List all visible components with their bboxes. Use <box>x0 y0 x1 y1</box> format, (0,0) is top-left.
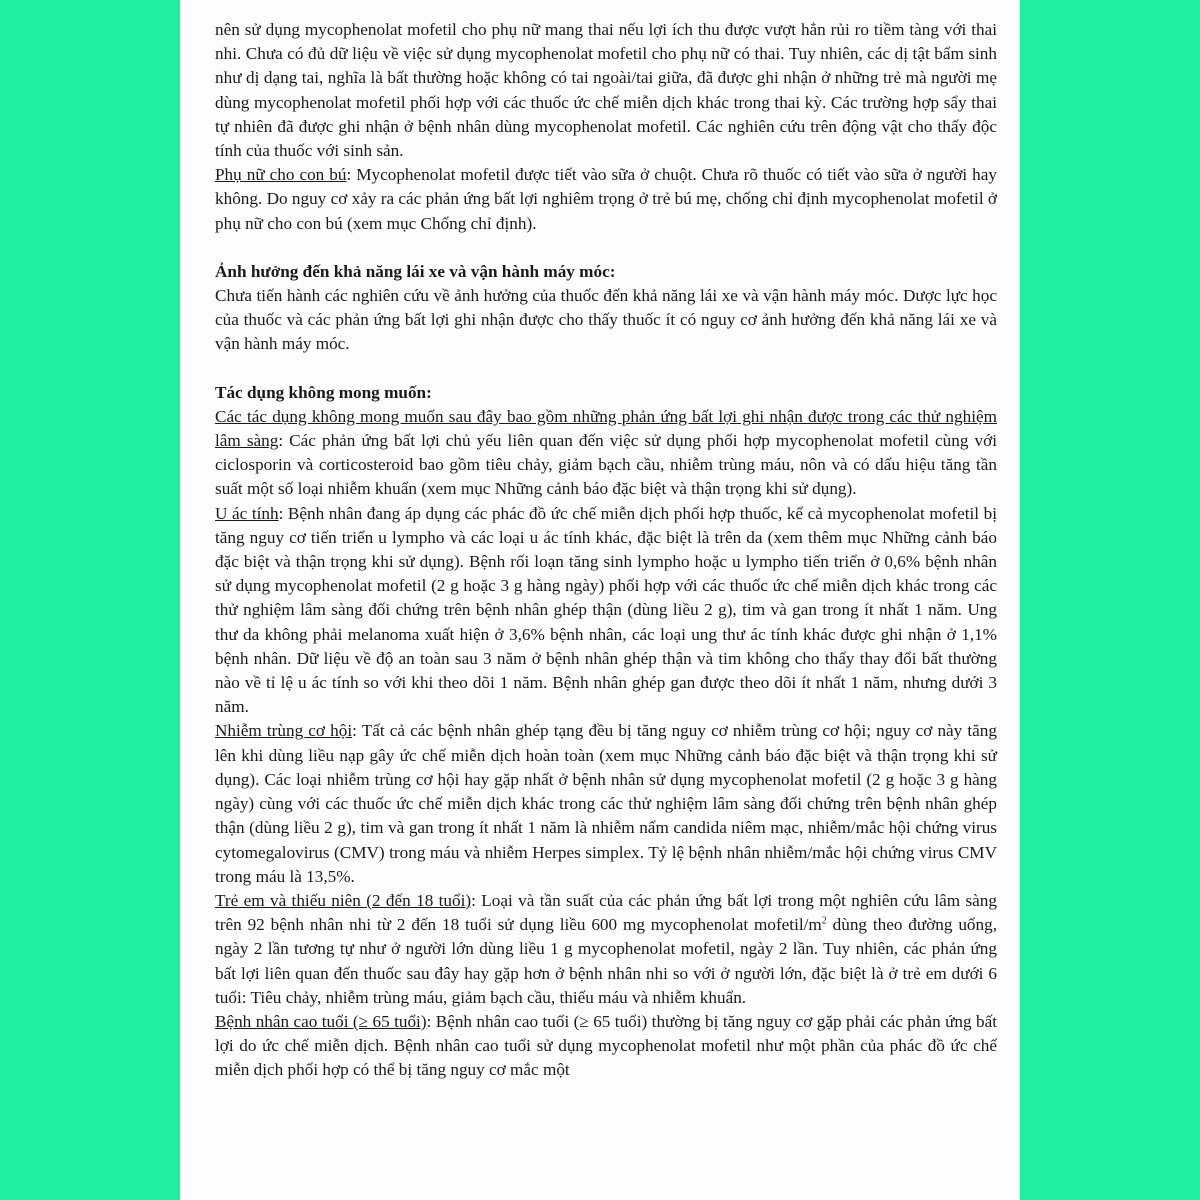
pregnancy-paragraph: nên sử dụng mycophenolat mofetil cho phụ nữ mang thai nếu lợi ích thu được vượt hẳn rủi ro tiềm tàng với thai nhi. Chưa có đủ dữ liệu về việc sử dụng mycophenolat mofetil cho phụ nữ có thai. Tuy nhiên, các dị tật bẩm sinh như dị dạng tai, nghĩa là bất thường hoặc không có tai ngoài/tai giữa, đã được ghi nhận ở những trẻ mà người mẹ dùng mycophenolat mofetil phối hợp với các thuốc ức chế miễn dịch khác trong thai kỳ. Các trường hợp sẩy thai tự nhiên đã được ghi nhận ở bệnh nhân dùng mycophenolat mofetil. Các nghiên cứu trên động vật cho thấy độc tính của thuốc với sinh sản. <box>215 20 997 161</box>
adverse-text: : Các phản ứng bất lợi chủ yếu liên quan đến việc sử dụng phối hợp mycophenolat mofetil cùng với ciclosporin và corticosteroid bao gồm tiêu chảy, giảm bạch cầu, nhiễm trùng máu, nôn và có dấu hiệu tăng tần suất một số loại nhiễm khuẩn (xem mục Những cảnh báo đặc biệt và thận trọng khi sử dụng). <box>215 431 997 499</box>
elderly-paragraph <box>215 1010 997 1083</box>
malignancy-label: U ác tính <box>215 503 279 523</box>
elderly-label: Bệnh nhân cao tuổi (≥ 65 tuổi) <box>215 1011 427 1031</box>
driving-heading: Ảnh hưởng đến khả năng lái xe và vận hành máy móc: <box>215 261 616 281</box>
children-text-a: : Loại và tần suất của các phản ứng bất lợi trong một nghiên cứu lâm sàng trên 92 bệnh nhân nhi từ 2 đến 18 tuổi sử dụng liều 600 mg mycophenolat mofetil/m <box>215 890 997 935</box>
adverse-paragraph <box>215 405 997 502</box>
document-page <box>180 0 1020 1200</box>
infection-label: Nhiễm trùng cơ hội <box>215 721 353 741</box>
infection-paragraph <box>215 719 997 888</box>
children-paragraph <box>215 889 997 1010</box>
breastfeeding-label: Phụ nữ cho con bú <box>215 165 347 185</box>
infection-text: : Tất cả các bệnh nhân ghép tạng đều bị tăng nguy cơ nhiễm trùng cơ hội; nguy cơ này tăng lên khi dùng liều nạp gây ức chế miễn dịch hoàn toàn (xem mục Những cảnh báo đặc biệt và thận trọng khi sử dụng). Các loại nhiễm trùng cơ hội hay gặp nhất ở bệnh nhân sử dụng mycophenolat mofetil (2 g hoặc 3 g hàng ngày) cùng với các thuốc ức chế miễn dịch khác trong các thử nghiệm lâm sàng đối chứng trên bệnh nhân ghép thận (dùng liều 2 g), tim và gan trong ít nhất 1 năm là nhiễm nấm candida niêm mạc, nhiễm/mắc hội chứng virus cytomegalovirus (CMV) trong máu và nhiễm Herpes simplex. Tỷ lệ bệnh nhân nhiễm/mắc hội chứng virus CMV trong máu là 13,5%. <box>215 721 997 886</box>
breastfeeding-paragraph <box>215 163 997 236</box>
document-body <box>215 18 997 1083</box>
breastfeeding-text: : Mycophenolat mofetil được tiết vào sữa ở chuột. Chưa rõ thuốc có tiết vào sữa ở người hay không. Do nguy cơ xảy ra các phản ứng bất lợi nghiêm trọng ở trẻ bú mẹ, chống chỉ định mycophenolat mofetil ở phụ nữ cho con bú (xem mục Chống chỉ định). <box>215 165 997 233</box>
driving-paragraph: Chưa tiến hành các nghiên cứu về ảnh hưởng của thuốc đến khả năng lái xe và vận hành máy móc. Dược lực học của thuốc và các phản ứng bất lợi ghi nhận được cho thấy thuốc ít có nguy cơ ảnh hưởng đến khả năng lái xe và vận hành máy móc. <box>215 286 997 354</box>
section-spacer <box>215 236 997 260</box>
children-text-b: dùng theo đường uống, ngày 2 lần tương tự như ở người lớn dùng liều 1 g mycophenolat mofetil, ngày 2 lần. Tuy nhiên, các phản ứng bất lợi liên quan đến thuốc sau đây hay gặp hơn ở bệnh nhân nhi so với ở người lớn, đặc biệt là ở trẻ em dưới 6 tuổi: Tiêu chảy, nhiễm trùng máu, giảm bạch cầu, thiếu máu và nhiễm khuẩn. <box>215 915 998 1007</box>
malignancy-text: : Bệnh nhân đang áp dụng các phác đồ ức chế miễn dịch phối hợp thuốc, kể cả mycophenolat mofetil bị tăng nguy cơ tiến triển u lympho và các loại u ác tính khác, đặc biệt là trên da (xem thêm mục Những cảnh báo đặc biệt và thận trọng khi sử dụng). Bệnh rối loạn tăng sinh lympho hoặc u lympho tiến triển ở 0,6% bệnh nhân sử dụng mycophenolat mofetil (2 g hoặc 3 g hàng ngày) phối hợp với các thuốc ức chế miễn dịch khác trong các thử nghiệm lâm sàng đối chứng trên bệnh nhân ghép thận (dùng liều 2 g), tim và gan trong ít nhất 1 năm. Ung thư da không phải melanoma xuất hiện ở 3,6% bệnh nhân, các loại ung thư ác tính khác được ghi nhận ở 1,1% bệnh nhân. Dữ liệu về độ an toàn sau 3 năm ở bệnh nhân ghép thận và tim không cho thấy thay đổi bất thường nào về tỉ lệ u ác tính so với khi theo dõi 1 năm. Bệnh nhân ghép gan được theo dõi ít nhất 1 năm, nhưng dưới 3 năm. <box>215 503 997 717</box>
adverse-heading: Tác dụng không mong muốn: <box>215 382 432 402</box>
children-label: Trẻ em và thiếu niên (2 đến 18 tuổi) <box>215 890 472 910</box>
malignancy-paragraph <box>215 502 997 720</box>
superscript-2: 2 <box>821 915 827 927</box>
section-spacer <box>215 357 997 381</box>
elderly-text: : Bệnh nhân cao tuổi (≥ 65 tuổi) thường bị tăng nguy cơ gặp phải các phản ứng bất lợi do ức chế miễn dịch. Bệnh nhân cao tuổi sử dụng mycophenolat mofetil như một phần của phác đồ ức chế miễn dịch phối hợp có thể bị tăng nguy cơ mắc một <box>215 1011 997 1080</box>
adverse-label: Các tác dụng không mong muốn sau đây bao gồm những phản ứng bất lợi ghi nhận được trong các thử nghiệm lâm sàng <box>215 406 997 451</box>
